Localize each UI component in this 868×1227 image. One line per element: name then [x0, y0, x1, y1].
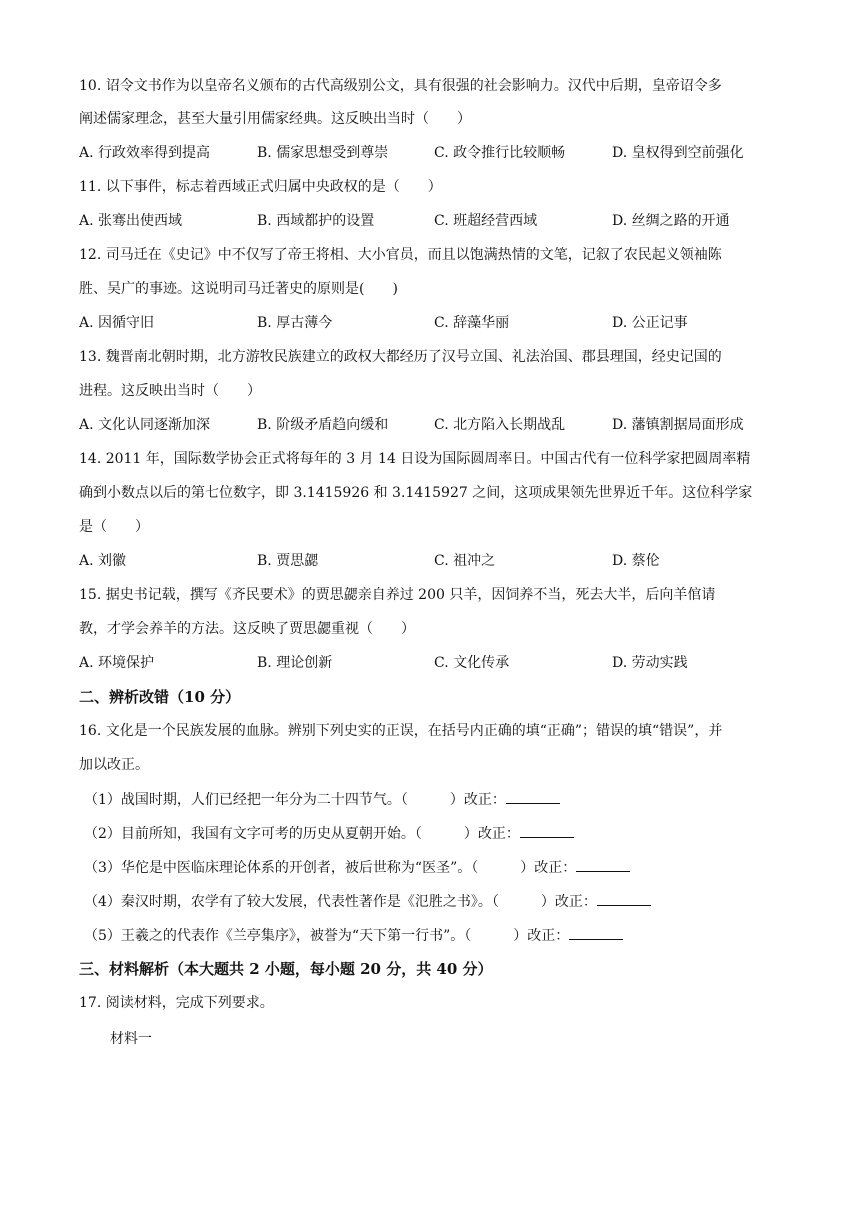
- answer-blank[interactable]: [520, 823, 574, 838]
- question-11-text: 11. 以下事件，标志着西域正式归属中央政权的是（ ）: [79, 179, 442, 195]
- option-b: B. 理论创新: [257, 655, 333, 671]
- question-14-text-cont: 确到小数点以后的第七位数字，即 3.1415926 和 3.1415927 之间，这项成果领先世界近千年。这位科学家: [79, 485, 753, 501]
- question-16-item-3: （3）华佗是中医临床理论体系的开创者，被后世称为“医圣”。（ ）改正：: [84, 857, 798, 878]
- answer-blank[interactable]: [569, 925, 623, 940]
- question-12-options: [79, 313, 799, 333]
- question-12-text-cont: 胜、吴广的事迹。这说明司马迁著史的原则是( ): [79, 281, 398, 297]
- question-13-text-cont: 进程。这反映出当时（ ）: [79, 383, 261, 399]
- option-c: C. 北方陷入长期战乱: [434, 417, 566, 433]
- answer-blank[interactable]: [576, 857, 630, 872]
- question-16-item-2: （2）目前所知，我国有文字可考的历史从夏朝开始。（ ）改正：: [84, 823, 798, 844]
- question-14-text: 14. 2011 年，国际数学协会正式将每年的 3 月 14 日设为国际圆周率日。中国古代有一位科学家把圆周率精: [79, 451, 751, 467]
- question-15-text-cont: 教，才学会养羊的方法。这反映了贾思勰重视（ ）: [79, 621, 415, 637]
- question-15-text: 15. 据史书记载，撰写《齐民要术》的贾思勰亲自养过 200 只羊，因饲养不当，死去大半，后向羊倌请: [79, 587, 716, 603]
- question-16-item-1: （1）战国时期，人们已经把一年分为二十四节气。（ ）改正：: [84, 789, 798, 810]
- option-c: C. 辞藻华丽: [434, 315, 510, 331]
- section-3-heading: 三、材料解析（本大题共 2 小题，每小题 20 分，共 40 分）: [79, 960, 493, 978]
- question-16-text-cont: 加以改正。: [79, 757, 149, 773]
- section-2-heading: 二、辨析改错（10 分）: [79, 688, 241, 706]
- option-b: B. 贾思勰: [257, 553, 319, 569]
- question-11-options: [79, 211, 799, 231]
- option-d: D. 蔡伦: [612, 553, 660, 569]
- option-d: D. 劳动实践: [612, 655, 688, 671]
- option-d: D. 丝绸之路的开通: [612, 213, 730, 229]
- option-a: A. 因循守旧: [79, 315, 155, 331]
- question-14-text-end: 是（ ）: [79, 519, 149, 535]
- option-a: A. 张骞出使西域: [79, 213, 183, 229]
- question-17-text: 17. 阅读材料，完成下列要求。: [79, 995, 274, 1011]
- question-16-item-4: （4）秦汉时期，农学有了较大发展，代表性著作是《氾胜之书》。（ ）改正：: [84, 891, 798, 912]
- question-13-text: 13. 魏晋南北朝时期，北方游牧民族建立的政权大都经历了汉号立国、礼法治国、郡县理国，经史记国的: [79, 349, 722, 365]
- answer-blank[interactable]: [597, 891, 651, 906]
- option-b: B. 西域都护的设置: [257, 213, 375, 229]
- material-label: 材料一: [110, 1031, 152, 1047]
- question-10-text: 10. 诏令文书作为以皇帝名义颁布的古代高级别公文，具有很强的社会影响力。汉代中后期，皇帝诏令多: [79, 78, 722, 94]
- question-10-text-cont: 阐述儒家理念，甚至大量引用儒家经典。这反映出当时（ ）: [79, 111, 471, 127]
- option-c: C. 政令推行比较顺畅: [434, 145, 566, 161]
- option-b: B. 阶级矛盾趋向缓和: [257, 417, 389, 433]
- option-b: B. 儒家思想受到尊崇: [257, 145, 389, 161]
- option-d: D. 藩镇割据局面形成: [612, 417, 744, 433]
- question-16-item-5: （5）王羲之的代表作《兰亭集序》，被誉为“天下第一行书”。（ ）改正：: [84, 925, 798, 946]
- question-14-options: [79, 551, 799, 571]
- answer-blank[interactable]: [506, 789, 560, 804]
- option-c: C. 班超经营西域: [434, 213, 538, 229]
- option-c: C. 祖冲之: [434, 553, 496, 569]
- option-a: A. 环境保护: [79, 655, 155, 671]
- question-10-options: [79, 143, 799, 163]
- question-16-text: 16. 文化是一个民族发展的血脉。辨别下列史实的正误，在括号内正确的填“正确”；错误的填“错误”，并: [79, 723, 723, 739]
- option-c: C. 文化传承: [434, 655, 510, 671]
- option-d: D. 公正记事: [612, 315, 688, 331]
- question-15-options: [79, 653, 799, 673]
- option-a: A. 文化认同逐渐加深: [79, 417, 211, 433]
- option-a: A. 刘徽: [79, 553, 127, 569]
- option-d: D. 皇权得到空前强化: [612, 145, 744, 161]
- option-a: A. 行政效率得到提高: [79, 145, 211, 161]
- question-13-options: [79, 415, 799, 435]
- option-b: B. 厚古薄今: [257, 315, 333, 331]
- question-12-text: 12. 司马迁在《史记》中不仅写了帝王将相、大小官员，而且以饱满热情的文笔，记叙了农民起义领袖陈: [79, 247, 722, 263]
